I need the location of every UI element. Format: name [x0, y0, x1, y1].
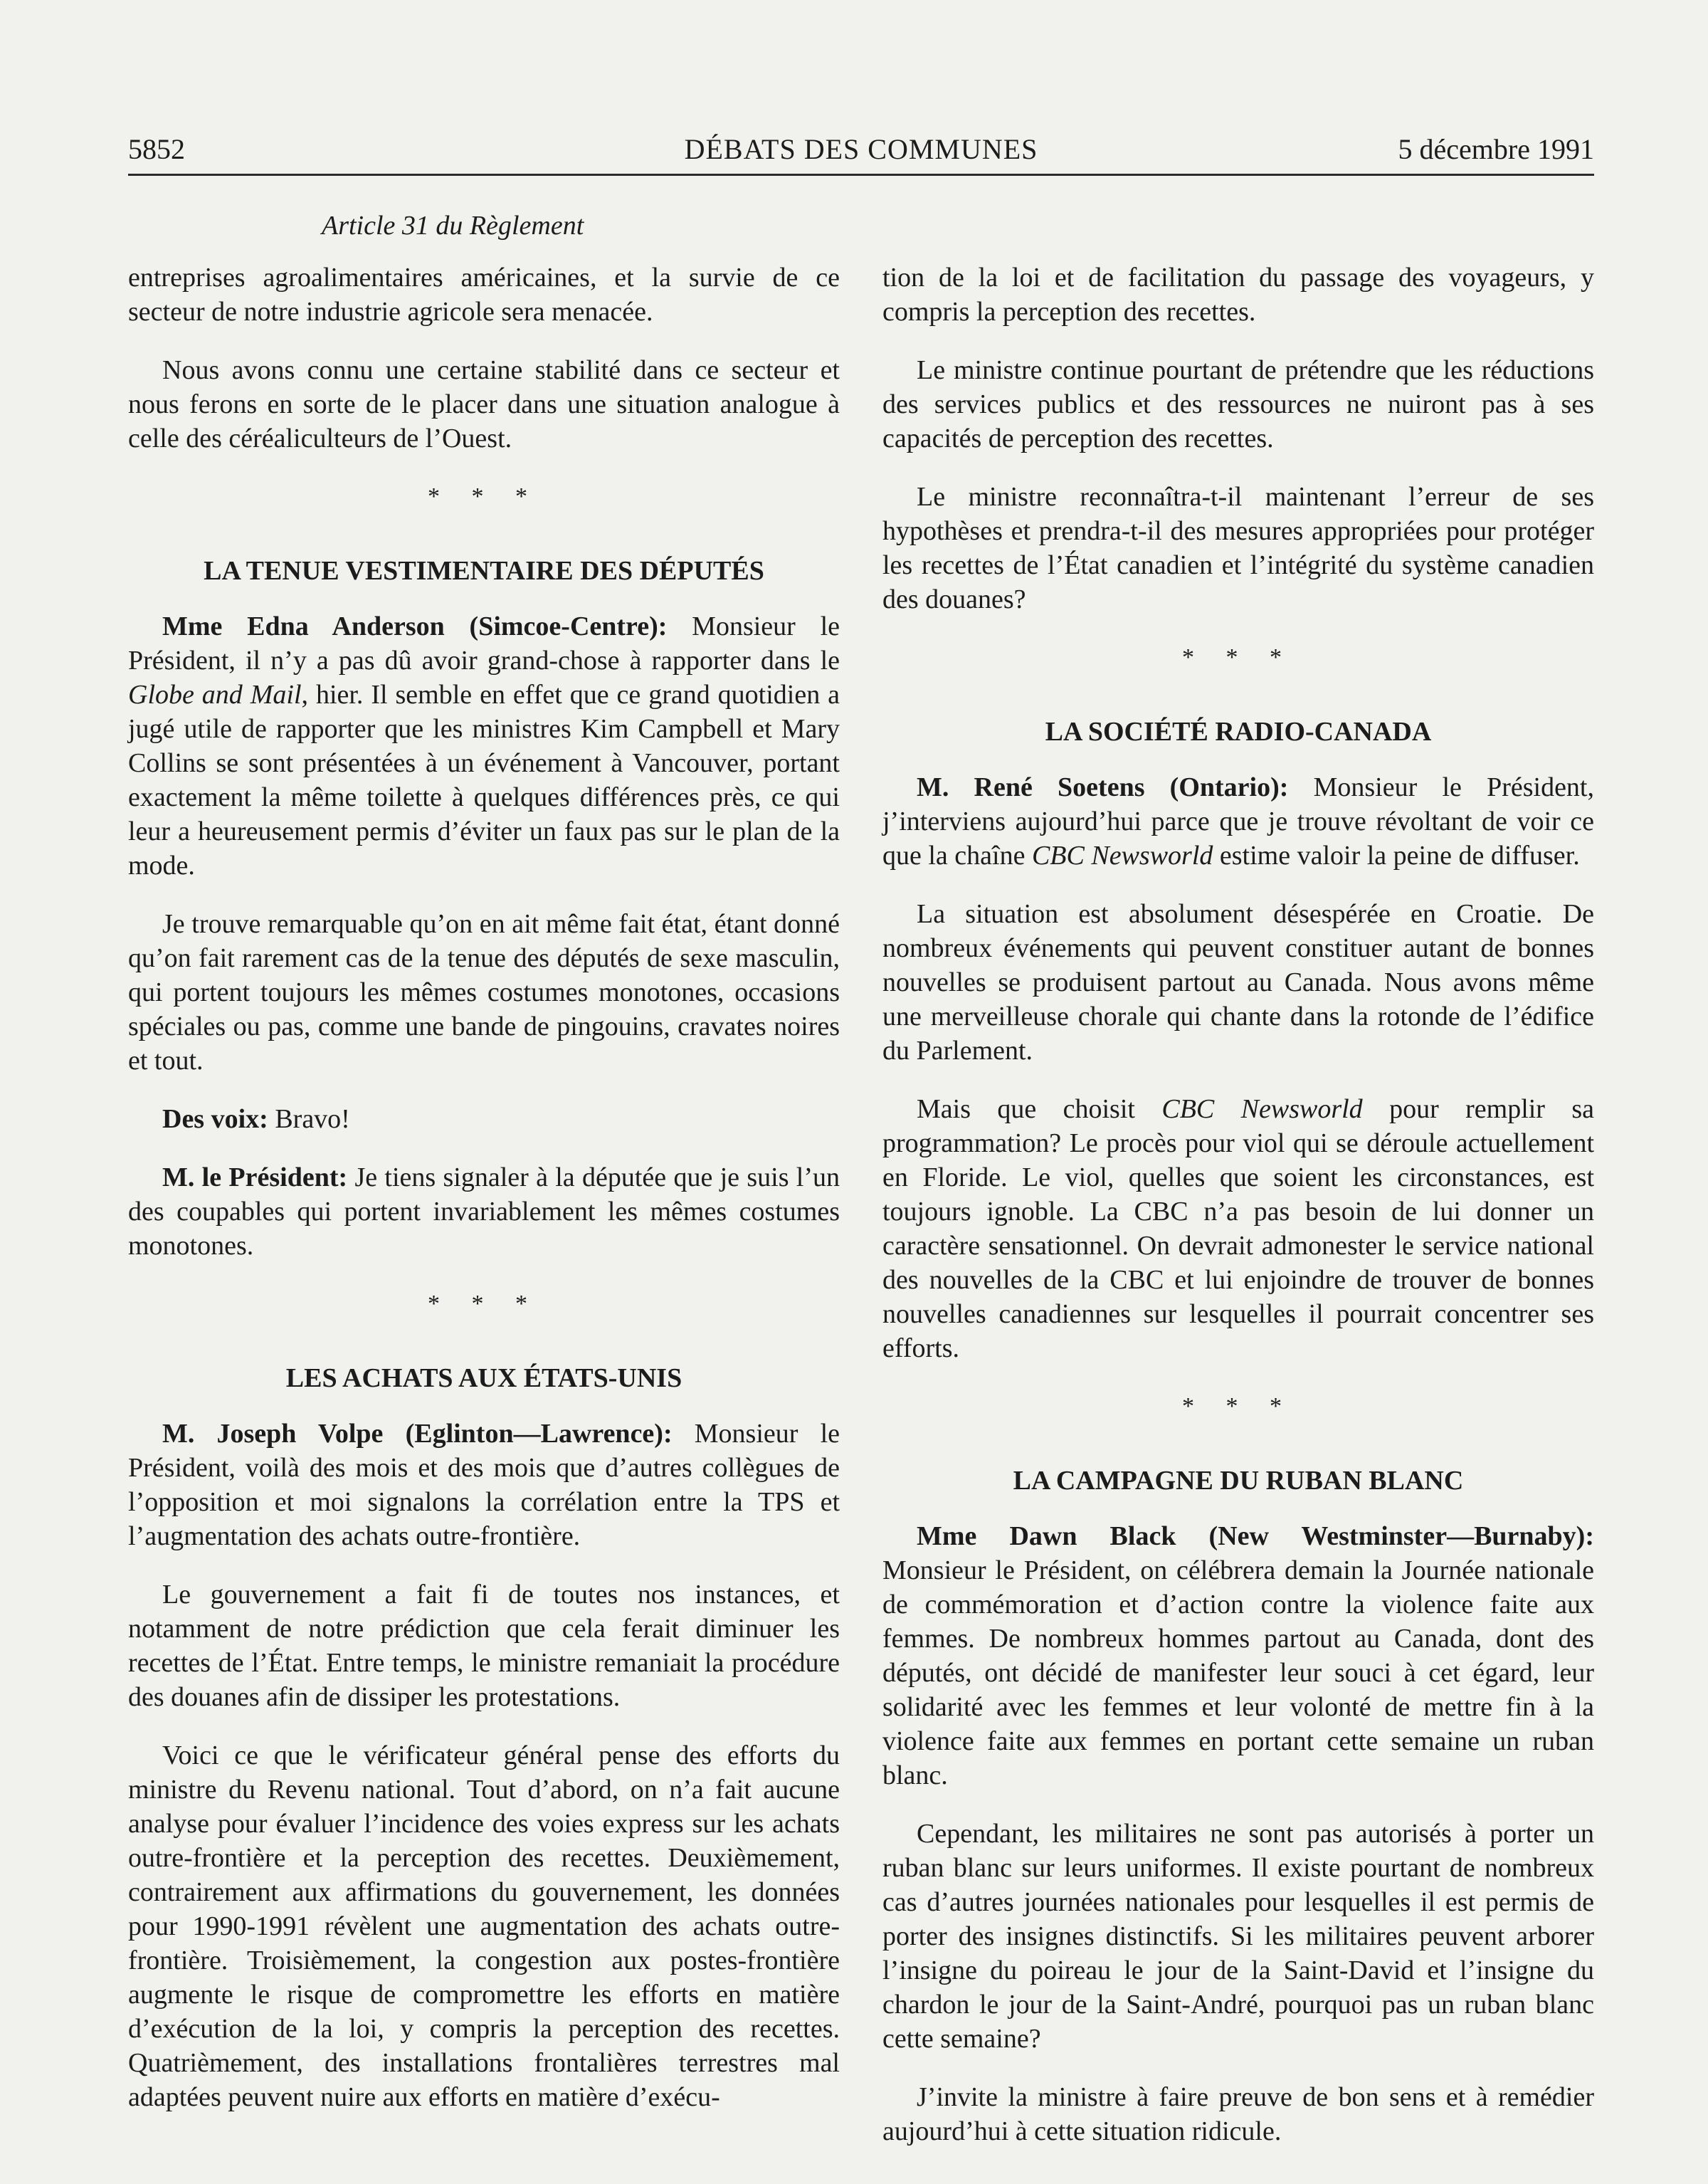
paragraph-text: pour remplir sa programmation? Le procès pour viol qui se déroule actuellement en Floride. Le viol, quelles que soient les circonstances, est toujours ignoble. La CBC n’a pas besoin de lui donner un caractère sensationnel. On devrait admonester le service national des nouvelles de la CBC et lui enjoindre de trouver de bonnes nouvelles canadiennes sur lesquelles il pourrait concentrer ses efforts. — [882, 1094, 1594, 1363]
speech-text: , hier. Il semble en effet que ce grand quotidien a jugé utile de rapporter que les ministres Kim Campbell et Mary Collins se sont présentées à un événement à Vancouver, portant exactement la même toilette à quelques différences près, ce qui leur a heureusement permis d’éviter un faux pas sur le plan de la mode. — [128, 680, 840, 881]
speech-paragraph — [128, 609, 840, 883]
paragraph — [882, 1092, 1594, 1365]
right-column — [882, 261, 1594, 2173]
paragraph: Cependant, les militaires ne sont pas autorisés à porter un ruban blanc sur leurs uniformes. Il existe pourtant de nombreux cas d’autres journées nationales pour lesquelles il est permis de porter des insignes distinctifs. Si les militaires peuvent arborer l’insigne du poireau le jour de la Saint-David et l’insigne du chardon le jour de la Saint-André, pourquoi pas un ruban blanc cette semaine? — [882, 1819, 1594, 2054]
channel-name: CBC Newsworld — [1031, 841, 1213, 871]
page-number: 5852 — [128, 133, 185, 165]
speaker-name: M. René Soetens (Ontario): — [917, 772, 1289, 802]
publication-title: DÉBATS DES COMMUNES — [684, 133, 1038, 165]
section-heading: LA CAMPAGNE DU RUBAN BLANC — [1013, 1466, 1464, 1496]
speaker-name: Des voix: — [162, 1104, 268, 1134]
paragraph: Nous avons connu une certaine stabilité dans ce secteur et nous ferons en sorte de le placer dans une situation analogue à celle des céréaliculteurs de l’Ouest. — [128, 355, 840, 453]
speech-paragraph — [128, 1417, 840, 1553]
section-heading: LA TENUE VESTIMENTAIRE DES DÉPUTÉS — [204, 556, 764, 586]
speaker-name: Mme Dawn Black (New Westminster—Burnaby): — [917, 1521, 1594, 1551]
speech-paragraph — [882, 770, 1594, 873]
header-rule — [128, 174, 1594, 176]
paragraph-text: Mais que choisit — [917, 1094, 1162, 1124]
speech-text: Bravo! — [268, 1104, 350, 1134]
speech-text: Monsieur le Président, j’interviens aujourd’hui parce que je trouve révoltant de voir ce que la chaîne — [882, 772, 1594, 871]
channel-name: CBC Newsworld — [1161, 1094, 1363, 1124]
publication-date: 5 décembre 1991 — [1398, 133, 1594, 165]
section-separator: * * * — [1182, 644, 1295, 671]
section-heading: LES ACHATS AUX ÉTATS-UNIS — [285, 1363, 682, 1393]
left-column — [128, 261, 840, 2138]
paragraph: tion de la loi et de facilitation du passage des voyageurs, y compris la perception des recettes. — [882, 263, 1594, 327]
section-subheader: Article 31 du Règlement — [322, 211, 584, 241]
page-header — [128, 132, 1594, 175]
paragraph: Je trouve remarquable qu’on en ait même fait état, étant donné qu’on fait rarement cas de la tenue des députés de sexe masculin, qui portent toujours les mêmes costumes monotones, occasions spéciales ou pas, comme une bande de pingouins, cravates noires et tout. — [128, 909, 840, 1076]
paragraph: Le ministre continue pourtant de prétendre que les réductions des services publics et des ressources ne nuiront pas à ses capacités de perception des recettes. — [882, 355, 1594, 453]
newspaper-title: Globe and Mail — [128, 680, 302, 710]
speech-text: Monsieur le Président, on célébrera demain la Journée nationale de commémoration et d’action contre la violence faite aux femmes. De nombreux hommes partout au Canada, dont des députés, ont décidé de manifester leur souci à cet égard, leur solidarité avec les femmes et leur volonté de mettre fin à la violence faite aux femmes en portant cette semaine un ruban blanc. — [882, 1555, 1594, 1790]
speech-paragraph — [128, 1160, 840, 1263]
speech-text: Je tiens signaler à la députée que je suis l’un des coupables qui portent invariablement les mêmes costumes monotones. — [128, 1162, 840, 1261]
paragraph: La situation est absolument désespérée en Croatie. De nombreux événements qui peuvent constituer autant de bonnes nouvelles se produisent partout au Canada. Nous avons même une merveilleuse chorale qui chante dans la rotonde de l’édifice du Parlement. — [882, 899, 1594, 1066]
speech-text: Monsieur le Président, il n’y a pas dû avoir grand-chose à rapporter dans le — [128, 611, 840, 676]
speaker-name: M. Joseph Volpe (Eglinton—Lawrence): — [162, 1419, 673, 1449]
paragraph: Le ministre reconnaîtra-t-il maintenant l’erreur de ses hypothèses et prendra-t-il des mesures appropriées pour protéger les recettes de l’État canadien et l’intégrité du système canadien des douanes? — [882, 482, 1594, 614]
speech-paragraph — [128, 1102, 840, 1136]
speech-paragraph — [882, 1519, 1594, 1792]
section-separator: * * * — [428, 483, 540, 510]
paragraph: Voici ce que le vérificateur général pense des efforts du ministre du Revenu national. Tout d’abord, on n’a fait aucune analyse pour évaluer l’incidence des voies express sur les achats outre-frontière et la perception des recettes. Deuxièmement, contrairement aux affirmations du gouvernement, les données pour 1990-1991 révèlent une augmentation des achats outre-frontière. Troisièmement, la congestion aux postes-frontière augmente le risque de compromettre les efforts en matière d’exécution de la loi, y compris la perception des recettes. Quatrièmement, des installations frontalières terrestres mal adaptées peuvent nuire aux efforts en matière d’exécu- — [128, 1741, 840, 2112]
section-separator: * * * — [1182, 1393, 1295, 1419]
paragraph: J’invite la ministre à faire preuve de bon sens et à remédier aujourd’hui à cette situation ridicule. — [882, 2082, 1594, 2146]
speech-text: estime valoir la peine de diffuser. — [1213, 841, 1580, 871]
speaker-name: M. le Président: — [162, 1162, 348, 1192]
section-separator: * * * — [428, 1291, 540, 1317]
speech-text: Monsieur le Président, voilà des mois et des mois que d’autres collègues de l’opposition et moi signalons la corrélation entre la TPS et l’augmentation des achats outre-frontière. — [128, 1419, 840, 1551]
speaker-name: Mme Edna Anderson (Simcoe-Centre): — [162, 611, 668, 641]
paragraph: entreprises agroalimentaires américaines, et la survie de ce secteur de notre industrie agricole sera menacée. — [128, 263, 840, 327]
paragraph: Le gouvernement a fait fi de toutes nos instances, et notamment de notre prédiction que cela ferait diminuer les recettes de l’État. Entre temps, le ministre remaniait la procédure des douanes afin de dissiper les protestations. — [128, 1580, 840, 1712]
section-heading: LA SOCIÉTÉ RADIO-CANADA — [1045, 717, 1432, 747]
